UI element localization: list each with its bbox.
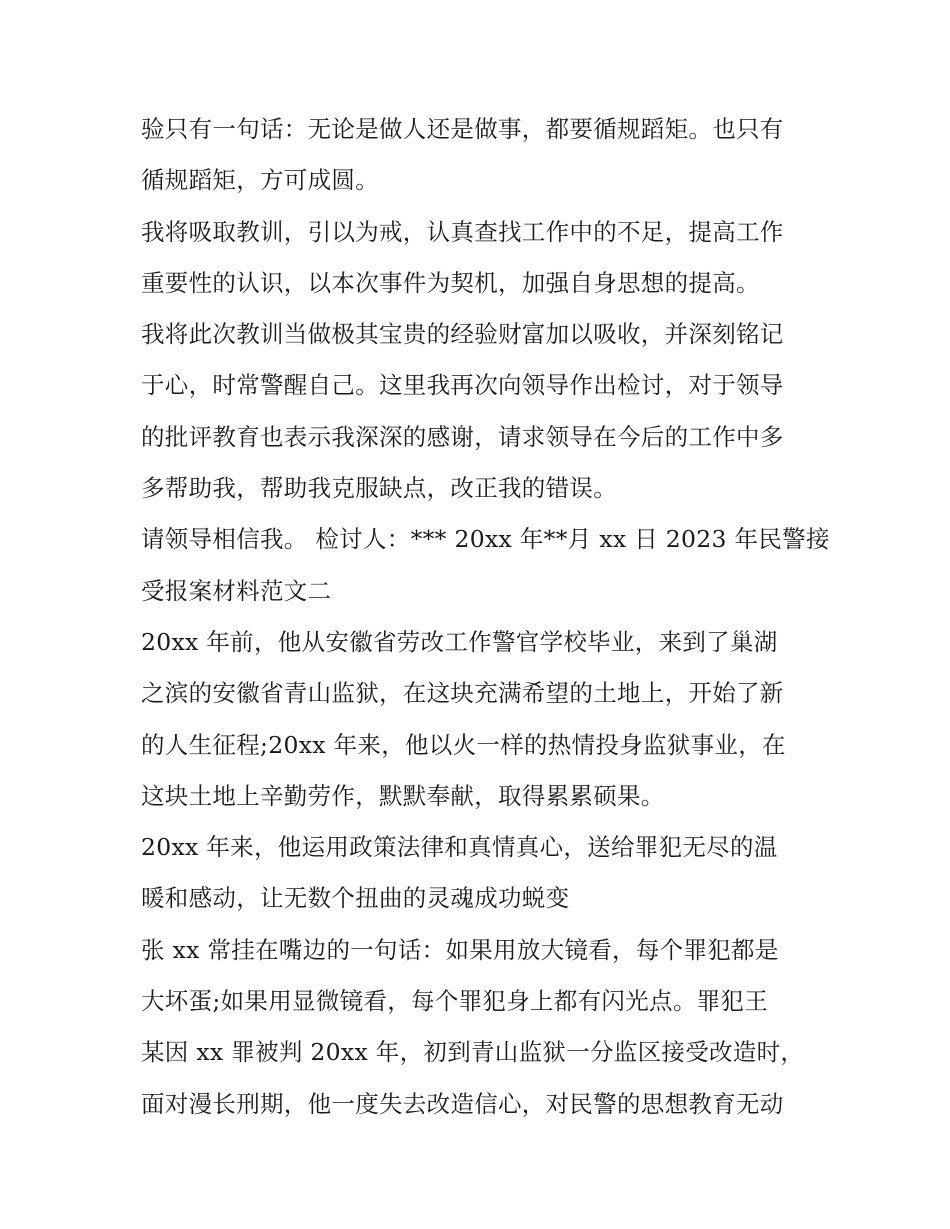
text-line: 验只有一句话：无论是做人还是做事，都要循规蹈矩。也只有	[141, 115, 784, 143]
document-body	[141, 104, 830, 1130]
text-line: 面对漫长刑期，他一度失去改造信心，对民警的思想教育无动	[141, 1089, 784, 1118]
text-line: 20xx 年来，他运用政策法律和真情真心，送给罪犯无尽的温	[141, 833, 778, 862]
text-line: 20xx 年前，他从安徽省劳改工作警官学校毕业，来到了巢湖	[141, 627, 778, 656]
text-line: 暖和感动，让无数个扭曲的灵魂成功蜕变	[141, 884, 570, 913]
text-line: 多帮助我，帮助我克服缺点，改正我的错误。	[141, 474, 617, 503]
section-title: 受报案材料范文二	[141, 576, 332, 605]
text-line: 重要性的认识，以本次事件为契机，加强自身思想的提高。	[141, 268, 760, 297]
text-line: 我将吸取教训，引以为戒，认真查找工作中的不足，提高工作	[141, 217, 784, 246]
text-line: 之滨的安徽省青山监狱，在这块充满希望的土地上，开始了新	[141, 679, 784, 708]
text-line: 的批评教育也表示我深深的感谢，请求领导在今后的工作中多	[141, 422, 784, 451]
text-line: 我将此次教训当做极其宝贵的经验财富加以吸收，并深刻铭记	[141, 320, 784, 349]
text-line: 于心，时常警醒自己。这里我再次向领导作出检讨，对于领导	[141, 371, 784, 400]
text-line: 的人生征程;20xx 年来，他以火一样的热情投身监狱事业，在	[141, 730, 786, 759]
text-line: 这块土地上辛勤劳作，默默奉献，取得累累硕果。	[141, 781, 665, 810]
text-line: 大坏蛋;如果用显微镜看，每个罪犯身上都有闪光点。罪犯王	[141, 987, 769, 1016]
text-line: 某因 xx 罪被判 20xx 年，初到青山监狱一分监区接受改造时，	[141, 1038, 805, 1067]
text-line: 循规蹈矩，方可成圆。	[141, 166, 379, 195]
text-line: 张 xx 常挂在嘴边的一句话：如果用放大镜看，每个罪犯都是	[141, 935, 779, 964]
text-line: 请领导相信我。 检讨人：*** 20xx 年**月 xx 日 2023 年民警接	[141, 525, 830, 554]
